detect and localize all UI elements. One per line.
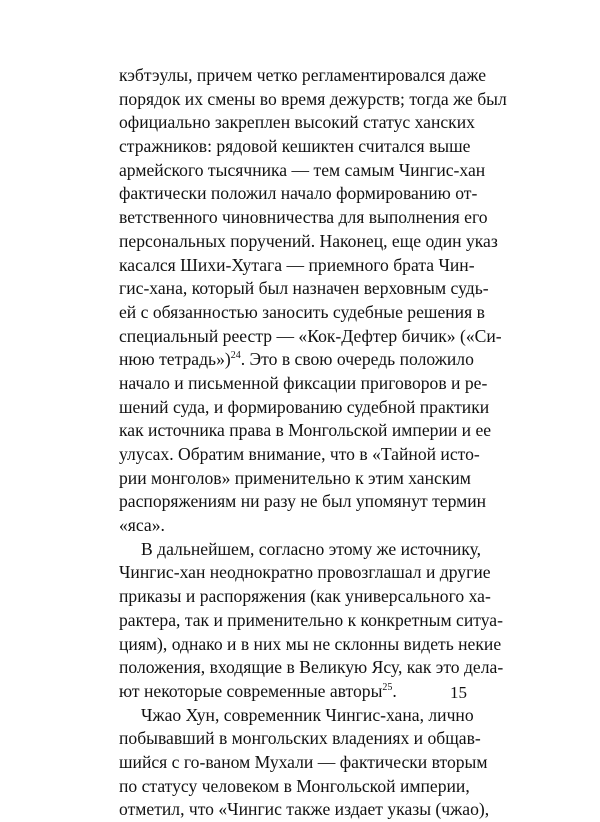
text-line-main: улусах. Обратим внимание, что в «Тайной исто-: [119, 444, 480, 464]
text-line: [119, 775, 470, 799]
text-line-main: фактически положил начало формированию от-: [119, 183, 478, 204]
text-line-main: рии монголов» применительно к этим ханским: [119, 467, 471, 488]
text-line: [119, 727, 481, 751]
text-line-main: касался Шихи-Хутага — приемного брата Чин-: [119, 254, 475, 275]
text-line: [119, 277, 489, 301]
text-line: [119, 230, 498, 254]
text-line: [119, 633, 502, 657]
text-line-main: ветственного чиновничества для выполнения его: [119, 207, 488, 228]
text-line: [119, 325, 502, 349]
text-line: [119, 798, 490, 822]
text-line: [119, 372, 488, 396]
text-line-main: побывавший в монгольских владениях и общав-: [119, 728, 481, 749]
text-line: [119, 443, 480, 467]
text-line-main: отметил, что «Чингис также издает указы (чжао),: [119, 799, 490, 820]
text-line: [119, 206, 488, 230]
text-line: [119, 301, 485, 325]
text-line: [119, 585, 491, 609]
text-line-continuation: .: [392, 680, 397, 701]
text-line: [119, 609, 503, 633]
text-line-main: Чжао Хун, современник Чингис-хана, лично: [141, 704, 474, 725]
text-line-main: начало и письменной фиксации приговоров и ре-: [119, 372, 488, 393]
text-line-main: стражников: рядовой кешиктен считался выше: [119, 136, 471, 157]
text-line: [119, 490, 487, 514]
text-line: [119, 111, 475, 135]
text-line: [119, 704, 474, 728]
text-line: [119, 254, 475, 278]
text-line: [119, 419, 492, 443]
text-line-main: официально закреплен высокий статус ханских: [119, 112, 475, 133]
text-line: [119, 561, 491, 585]
text-line: [119, 64, 487, 88]
text-line: [119, 396, 490, 420]
text-line: [119, 514, 466, 538]
text-line: [119, 88, 507, 112]
page-number: 15: [450, 683, 467, 702]
text-line: [119, 135, 471, 159]
text-line-main: персональных поручений. Наконец, еще один указ: [119, 230, 498, 251]
text-line-main: как источника права в Монгольской империи и ее: [119, 420, 492, 441]
text-line-main: циям), однако и в них мы не склонны видеть некие: [119, 633, 502, 654]
text-line-main: приказы и распоряжения (как универсального ха-: [119, 586, 491, 607]
text-line-main: специальный реестр — «Кок-Дефтер бичик» («Си-: [119, 325, 502, 346]
text-line-main: порядок их смены во время дежурств; тогда же был: [119, 88, 507, 109]
text-line: [119, 656, 504, 680]
text-line-main: положения, входящие в Великую Ясу, как это дела-: [119, 657, 504, 678]
body-text: [119, 64, 507, 822]
footnote-reference: 24: [230, 350, 241, 362]
text-line: [119, 467, 471, 491]
text-line-main: гис-хана, который был назначен верховным судь-: [119, 278, 489, 299]
text-line-main: по статусу человеком в Монгольской империи,: [119, 775, 470, 796]
text-line-main: армейского тысячника — тем самым Чингис-хан: [119, 159, 486, 180]
text-line-main: рактера, так и применительно к конкретным ситуа-: [119, 609, 503, 630]
text-line-main: нюю тетрадь»): [119, 349, 231, 370]
text-line: [119, 159, 486, 183]
text-line-main: Чингис-хан неоднократно провозглашал и другие: [119, 562, 491, 583]
text-line-main: ей с обязанностью заносить судебные решения в: [119, 301, 485, 322]
text-line-main: «яса».: [119, 515, 165, 536]
text-line-continuation: . Это в свою очередь положило: [240, 349, 474, 370]
text-line-main: В дальнейшем, согласно этому же источнику,: [141, 538, 482, 559]
text-line-main: распоряжениям ни разу не был упомянут термин: [119, 491, 487, 512]
text-line-main: кэбтэулы, причем четко регламентировался даже: [119, 65, 487, 85]
text-line-main: шений суда, и формированию судебной практики: [119, 396, 490, 417]
footnote-reference: 25: [382, 682, 393, 694]
text-line: [119, 751, 488, 775]
text-line: [119, 348, 474, 372]
text-line: [119, 680, 466, 704]
text-line-main: ют некоторые современные авторы: [119, 680, 383, 701]
text-line: [119, 182, 478, 206]
text-line-main: шийся с го-ваном Мухали — фактически вторым: [119, 751, 488, 772]
text-line: [119, 538, 482, 562]
